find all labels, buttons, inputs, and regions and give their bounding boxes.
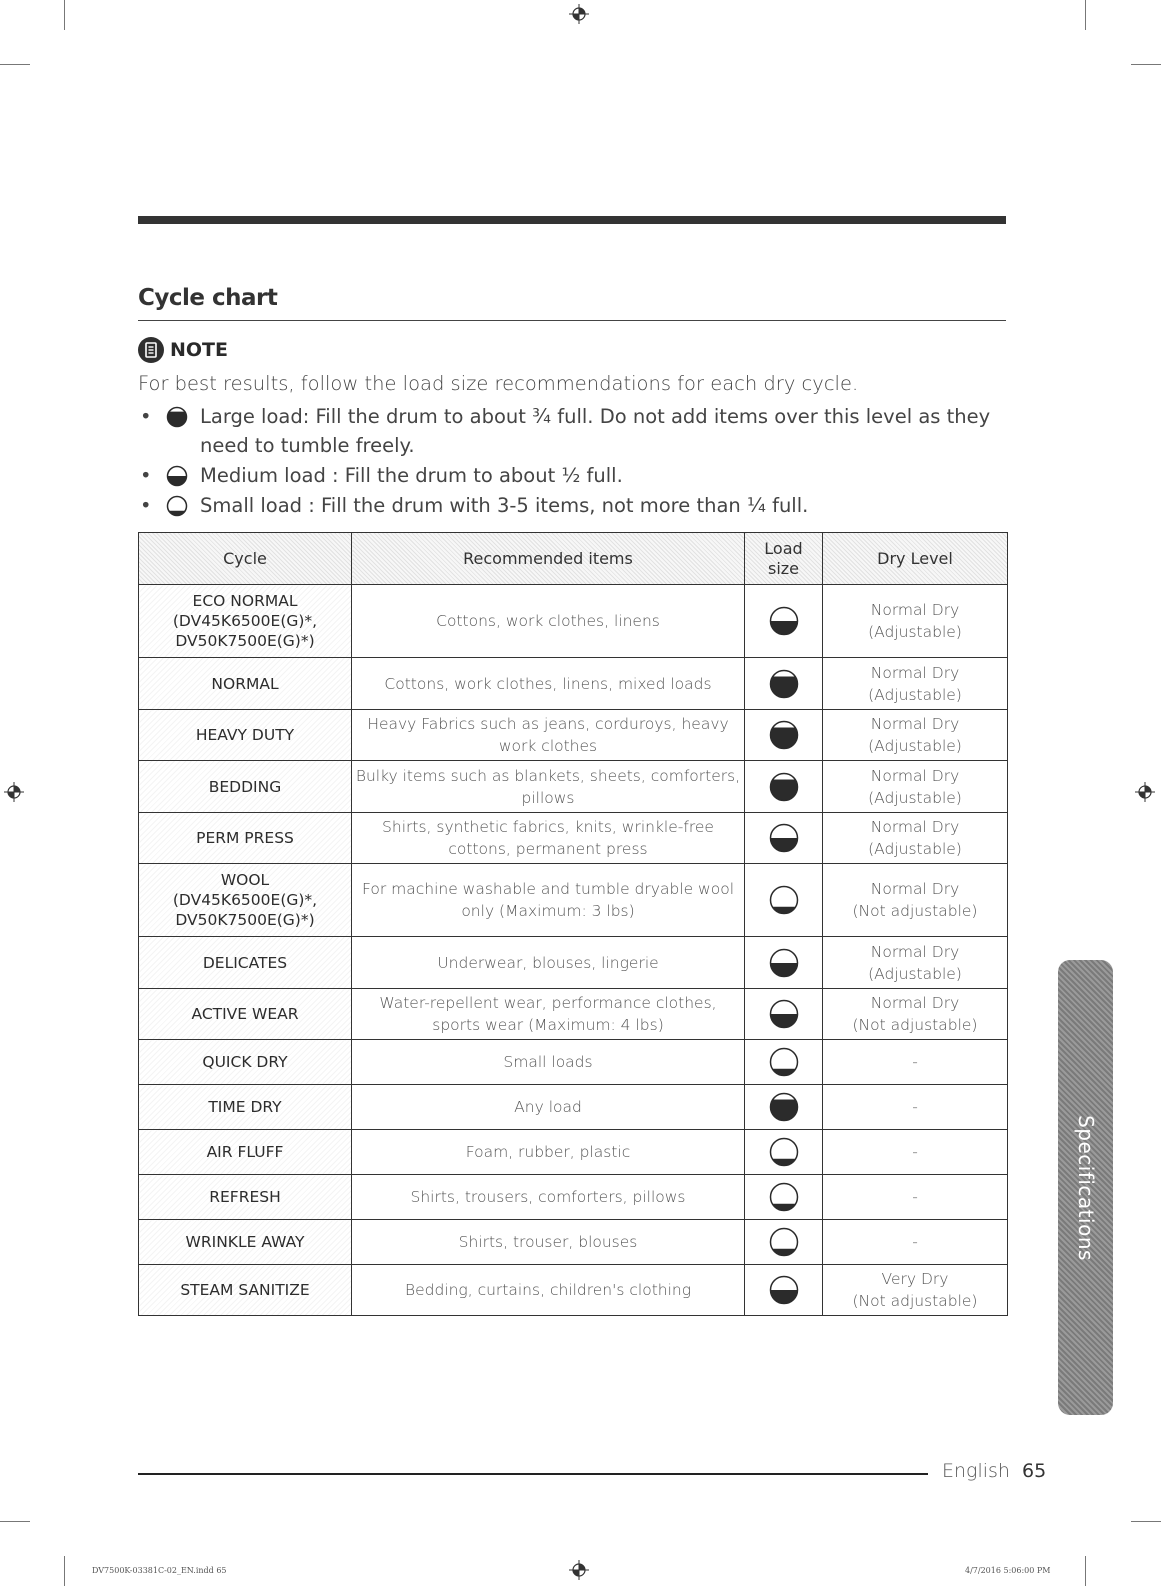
small-load-icon (769, 1137, 799, 1167)
large-load-icon (166, 406, 188, 436)
cycle-name-text: STEAM SANITIZE (180, 1281, 310, 1299)
note-bullets (138, 402, 998, 521)
crop-mark (1085, 0, 1086, 30)
dry-level (823, 1085, 1008, 1130)
header-load-size-text: Load size (764, 538, 803, 578)
header-load-size (745, 533, 823, 585)
table-row (139, 1220, 1008, 1265)
footer-language: English (942, 1460, 1010, 1482)
cycle-name (139, 1130, 352, 1175)
cycle-name-text: REFRESH (209, 1188, 281, 1206)
recommended-items-text: Underwear, blouses, lingerie (437, 953, 659, 972)
large-load-icon (769, 1092, 799, 1122)
crop-mark (1085, 1556, 1086, 1586)
recommended-items (352, 585, 745, 658)
note-icon (138, 337, 164, 363)
dry-level-text: Normal Dry (Not adjustable) (852, 880, 978, 920)
dry-level-text: Normal Dry (Adjustable) (868, 601, 962, 641)
recommended-items-text: Small loads (503, 1053, 593, 1071)
dry-level (823, 1130, 1008, 1175)
load-size (745, 864, 823, 937)
medium-load-icon (769, 606, 799, 636)
large-load-icon (769, 772, 799, 802)
bullet-large-load: • Large load: Fill the drum to about ¾ full. Do not add items over this level as they need to tumble freely. (140, 405, 991, 457)
small-load-icon (769, 1047, 799, 1077)
table-row (139, 1085, 1008, 1130)
header-dry-level: Dry Level (823, 533, 1008, 585)
side-tab-label: Specifications (1073, 1114, 1098, 1261)
registration-mark-icon (1135, 782, 1155, 802)
dry-level (823, 585, 1008, 658)
dry-level (823, 710, 1008, 761)
medium-load-icon (769, 1275, 799, 1305)
cycle-name (139, 710, 352, 761)
cycle-name (139, 937, 352, 989)
note-heading (138, 337, 228, 363)
load-size (745, 658, 823, 710)
registration-mark-icon (569, 4, 589, 24)
cycle-name-text: NORMAL (211, 674, 279, 693)
cycle-name-text: HEAVY DUTY (195, 726, 295, 744)
table-row (139, 658, 1008, 710)
load-size (745, 1040, 823, 1085)
cycle-name-text: BEDDING (208, 777, 282, 796)
recommended-items-text: Bulky items such as blankets, sheets, comforters, pillows (355, 766, 741, 807)
dry-level-text: - (912, 1188, 918, 1206)
recommended-items (352, 1130, 745, 1175)
cycle-name (139, 1040, 352, 1085)
table-body (139, 585, 1008, 1316)
load-size (745, 710, 823, 761)
cycle-name (139, 761, 352, 813)
cycle-name (139, 813, 352, 864)
page-number: 65 (1022, 1460, 1047, 1482)
recommended-items-text: Cottons, work clothes, linens, mixed loads (384, 674, 712, 693)
bullet-medium-load: • Medium load : Fill the drum to about ½ full. (138, 461, 998, 490)
recommended-items (352, 710, 745, 761)
recommended-items-text: Cottons, work clothes, linens (436, 612, 660, 630)
small-load-icon (769, 1227, 799, 1257)
recommended-items (352, 1175, 745, 1220)
dry-level-text: Normal Dry (Adjustable) (868, 715, 962, 755)
cycle-name-text: TIME DRY (208, 1098, 282, 1116)
dry-level (823, 989, 1008, 1040)
dry-level (823, 1175, 1008, 1220)
large-load-icon (769, 669, 799, 699)
top-rule (138, 216, 1006, 224)
table-row (139, 864, 1008, 937)
load-size (745, 585, 823, 658)
crop-mark (64, 1556, 65, 1586)
small-load-icon (769, 885, 799, 915)
section-title: Cycle chart (138, 285, 278, 311)
dry-level-text: Normal Dry (Adjustable) (868, 818, 962, 858)
medium-load-icon (769, 823, 799, 853)
cycle-name-text: ECO NORMAL (DV45K6500E(G)*, DV50K7500E(G)*) (172, 592, 318, 650)
header-recommended-items: Recommended items (352, 533, 745, 585)
large-load-icon (769, 720, 799, 750)
recommended-items-text: Shirts, trousers, comforters, pillows (410, 1188, 686, 1206)
dry-level-text: - (912, 1233, 918, 1251)
cycle-chart-table (138, 532, 1008, 1316)
table-row (139, 1265, 1008, 1316)
crop-mark (1131, 64, 1161, 65)
load-size (745, 1130, 823, 1175)
table-row (139, 761, 1008, 813)
dry-level (823, 658, 1008, 710)
cycle-name (139, 1220, 352, 1265)
dry-level (823, 1040, 1008, 1085)
table-row (139, 710, 1008, 761)
load-size (745, 937, 823, 989)
recommended-items (352, 1040, 745, 1085)
table-row (139, 989, 1008, 1040)
registration-mark-icon (4, 782, 24, 802)
bullet-text: Small load : Fill the drum with 3-5 items, not more than ¼ full. (200, 494, 809, 517)
recommended-items (352, 813, 745, 864)
dry-level-text: - (912, 1098, 918, 1116)
registration-mark-icon (569, 1560, 589, 1580)
load-size (745, 1175, 823, 1220)
bullet-small-load: • Small load : Fill the drum with 3-5 items, not more than ¼ full. (138, 491, 998, 520)
crop-mark (1131, 1521, 1161, 1522)
recommended-items (352, 864, 745, 937)
dry-level (823, 1265, 1008, 1316)
recommended-items (352, 658, 745, 710)
dry-level-text: Normal Dry (Adjustable) (868, 663, 962, 704)
footer-rule (138, 1473, 928, 1475)
cycle-name-text: ACTIVE WEAR (191, 1005, 299, 1023)
load-size (745, 1220, 823, 1265)
recommended-items-text: Heavy Fabrics such as jeans, corduroys, heavy work clothes (367, 715, 729, 755)
medium-load-icon (769, 948, 799, 978)
recommended-items-text: Shirts, trouser, blouses (458, 1233, 638, 1251)
table-row (139, 585, 1008, 658)
cycle-name (139, 989, 352, 1040)
title-underline (138, 320, 1006, 321)
recommended-items (352, 1085, 745, 1130)
table-row (139, 813, 1008, 864)
dry-level-text: - (912, 1053, 918, 1071)
dry-level-text: Normal Dry (Not adjustable) (852, 994, 978, 1034)
cycle-name (139, 658, 352, 710)
dry-level-text: - (912, 1143, 918, 1161)
medium-load-icon (769, 999, 799, 1029)
cycle-name-text: QUICK DRY (202, 1053, 288, 1071)
recommended-items (352, 1220, 745, 1265)
bullet-text: Large load: Fill the drum to about ¾ full. Do not add items over this level as they need to tumble freely. (200, 405, 991, 457)
recommended-items-text: For machine washable and tumble dryable wool only (Maximum: 3 lbs) (362, 880, 734, 920)
cycle-name-text: WOOL (DV45K6500E(G)*, DV50K7500E(G)*) (172, 871, 318, 929)
load-size (745, 761, 823, 813)
cycle-name-text: DELICATES (202, 953, 288, 972)
load-size (745, 1265, 823, 1316)
crop-mark (64, 0, 65, 30)
cycle-name-text: PERM PRESS (196, 829, 294, 847)
dry-level (823, 813, 1008, 864)
recommended-items-text: Any load (514, 1098, 582, 1116)
crop-mark (0, 64, 30, 65)
side-tab-specifications (1058, 960, 1113, 1415)
note-intro: For best results, follow the load size recommendations for each dry cycle. (138, 372, 859, 395)
cycle-name (139, 585, 352, 658)
recommended-items (352, 937, 745, 989)
dry-level-text: Normal Dry (Adjustable) (868, 942, 962, 983)
note-label: NOTE (170, 339, 228, 361)
crop-mark (0, 1521, 30, 1522)
load-size (745, 813, 823, 864)
cycle-name (139, 1265, 352, 1316)
small-load-icon (166, 495, 188, 525)
cycle-name (139, 1175, 352, 1220)
table-row (139, 1040, 1008, 1085)
dry-level (823, 864, 1008, 937)
table-header-row (139, 533, 1008, 585)
recommended-items-text: Bedding, curtains, children's clothing (404, 1281, 692, 1299)
header-cycle: Cycle (139, 533, 352, 585)
cycle-name (139, 1085, 352, 1130)
dry-level (823, 761, 1008, 813)
recommended-items (352, 1265, 745, 1316)
dry-level-text: Very Dry (Not adjustable) (852, 1270, 978, 1310)
load-size (745, 1085, 823, 1130)
load-size (745, 989, 823, 1040)
small-load-icon (769, 1182, 799, 1212)
recommended-items-text: Foam, rubber, plastic (465, 1143, 631, 1161)
print-slug-date: 4/7/2016 5:06:00 PM (965, 1566, 1051, 1575)
table-row (139, 937, 1008, 989)
table-row (139, 1175, 1008, 1220)
print-slug-file: DV7500K-03381C-02_EN.indd 65 (92, 1566, 227, 1575)
dry-level (823, 937, 1008, 989)
recommended-items-text: Shirts, synthetic fabrics, knits, wrinkle-free cottons, permanent press (382, 818, 714, 858)
recommended-items (352, 761, 745, 813)
dry-level (823, 1220, 1008, 1265)
recommended-items-text: Water-repellent wear, performance clothes, sports wear (Maximum: 4 lbs) (379, 994, 717, 1034)
cycle-name-text: WRINKLE AWAY (185, 1233, 305, 1251)
cycle-name (139, 864, 352, 937)
recommended-items (352, 989, 745, 1040)
dry-level-text: Normal Dry (Adjustable) (868, 766, 962, 807)
cycle-name-text: AIR FLUFF (206, 1143, 284, 1161)
table-row (139, 1130, 1008, 1175)
bullet-text: Medium load : Fill the drum to about ½ full. (200, 464, 623, 487)
